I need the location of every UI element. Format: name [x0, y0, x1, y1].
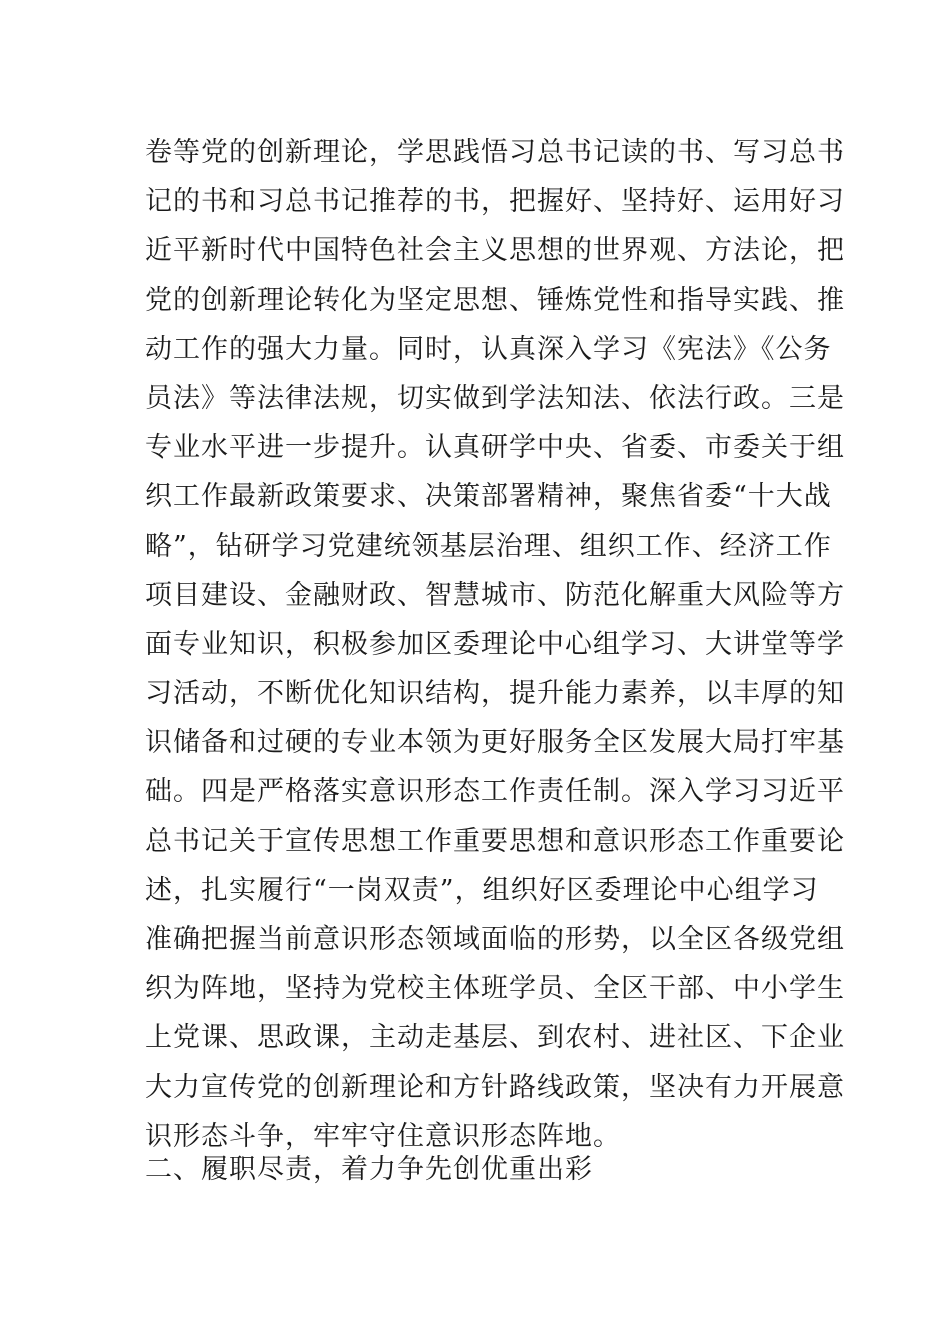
text-line: 础。四是严格落实意识形态工作责任制。深入学习习近平: [145, 776, 845, 808]
text-line: 识形态斗争，牢牢守住意识形态阵地。: [145, 1120, 621, 1152]
body-paragraph: [145, 128, 845, 1161]
text-line: 上党课、思政课，主动走基层、到农村、进社区、下企业: [145, 1022, 845, 1054]
text-line: 习活动，不断优化知识结构，提升能力素养，以丰厚的知: [145, 678, 845, 710]
text-line: 记的书和习总书记推荐的书，把握好、坚持好、运用好习: [145, 186, 845, 218]
text-line: 准确把握当前意识形态领域面临的形势，以全区各级党组: [145, 924, 845, 955]
text-line: 识储备和过硬的专业本领为更好服务全区发展大局打牢基: [145, 727, 845, 759]
text-line: 织工作最新政策要求、决策部署精神，聚焦省委“十大战: [145, 481, 832, 513]
text-line: 织为阵地，坚持为党校主体班学员、全区干部、中小学生: [145, 973, 845, 1005]
text-line: 卷等党的创新理论，学思践悟习总书记读的书、写习总书: [145, 137, 845, 168]
text-line: 略”，钻研学习党建统领基层治理、组织工作、经济工作: [145, 530, 832, 562]
text-line: 总书记关于宣传思想工作重要思想和意识形态工作重要论: [145, 825, 845, 857]
text-line: 大力宣传党的创新理论和方针路线政策，坚决有力开展意: [145, 1071, 845, 1103]
text-line: 面专业知识，积极参加区委理论中心组学习、大讲堂等学: [145, 628, 845, 660]
text-line: 动工作的强大力量。同时，认真深入学习《宪法》《公务: [145, 333, 832, 365]
text-line: 党的创新理论转化为坚定思想、锤炼党性和指导实践、推: [145, 284, 845, 316]
text-line: 近平新时代中国特色社会主义思想的世界观、方法论，把: [145, 235, 845, 267]
text-line: 专业水平进一步提升。认真研学中央、省委、市委关于组: [145, 432, 845, 464]
text-line: 述，扎实履行“一岗双责”，组织好区委理论中心组学习: [145, 874, 819, 906]
text-line: 项目建设、金融财政、智慧城市、防范化解重大风险等方: [145, 579, 845, 611]
text-line: 员法》等法律法规，切实做到学法知法、依法行政。三是: [145, 382, 845, 414]
section-heading: 二、履职尽责，着力争先创优重出彩: [145, 1154, 593, 1185]
